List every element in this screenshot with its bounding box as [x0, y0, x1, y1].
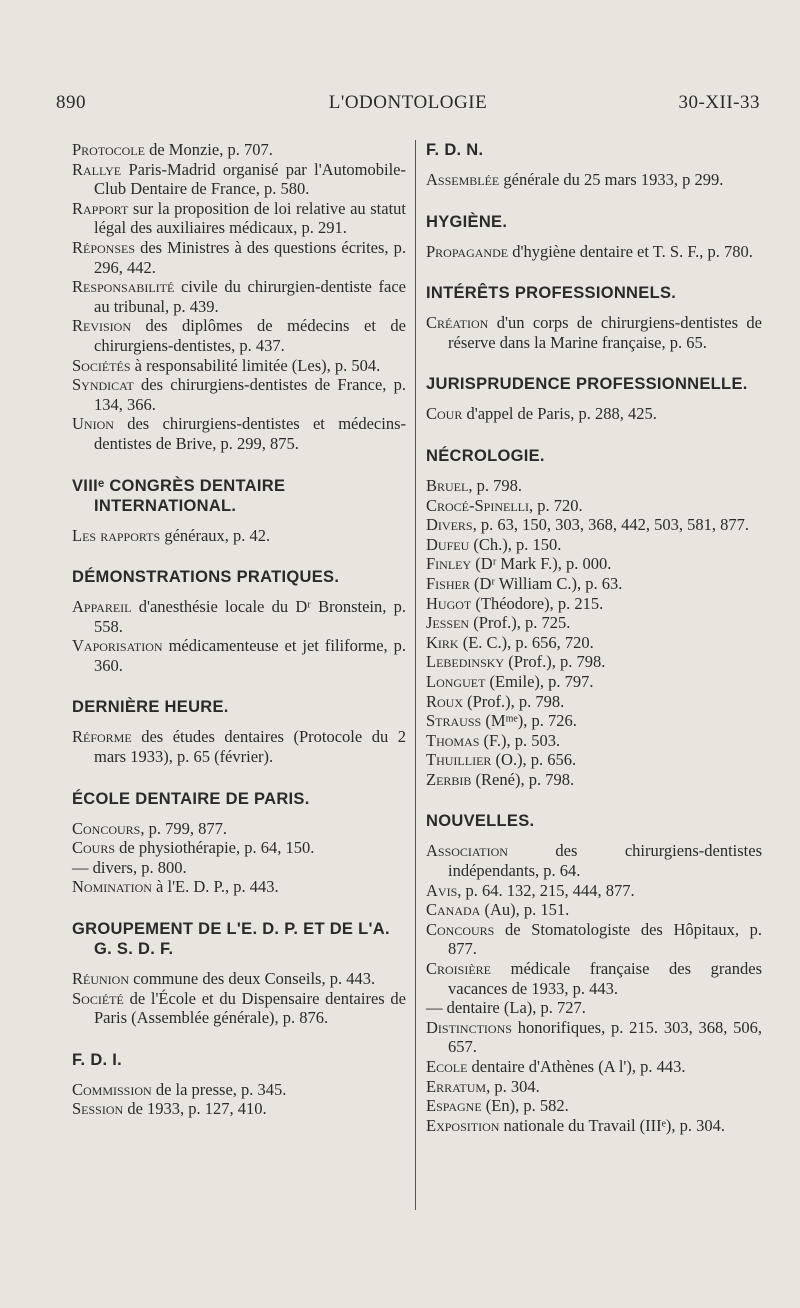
- index-entry: [72, 597, 406, 636]
- entry-text: des Ministres à des questions écrites, p. 296, 442.: [94, 237, 406, 277]
- entry-text: générale du 25 mars 1933, p 299.: [499, 170, 724, 189]
- entry-text: Paris-Madrid organisé par l'Automobile-Club Dentaire de France, p. 580.: [94, 159, 406, 199]
- entry-keyword: Canada: [426, 900, 481, 920]
- entry-keyword: Syndicat: [72, 375, 134, 395]
- index-entry: [426, 515, 762, 535]
- right-column: [426, 140, 762, 1135]
- section-heading-f-d-n: F. D. N.: [426, 141, 484, 159]
- entry-text: , p. 720.: [529, 495, 583, 515]
- entry-text: (Dʳ William C.), p. 63.: [469, 573, 623, 593]
- index-entry: [426, 1077, 762, 1097]
- entry-keyword: Longuet: [426, 671, 486, 691]
- section-heading-demonstrations-pratiques: DÉMONSTRATIONS PRATIQUES.: [72, 568, 340, 587]
- section-heading-hygiene: HYGIÈNE.: [426, 212, 508, 231]
- section-heading-nouvelles: NOUVELLES.: [426, 812, 535, 831]
- entry-text: nationale du Travail (IIIᵉ), p. 304.: [499, 1115, 725, 1135]
- index-entry: [426, 920, 762, 959]
- entry-keyword: Les rapports: [72, 525, 161, 545]
- index-entry: [72, 414, 406, 453]
- entry-text: médicamenteuse et jet filiforme, p. 360.: [94, 636, 406, 675]
- section-gap: [426, 789, 762, 811]
- entry-text: à responsabilité limitée (Les), p. 504.: [130, 355, 381, 375]
- entry-keyword: Session: [72, 1099, 124, 1119]
- entry-text: de Monzie, p. 707.: [144, 140, 273, 159]
- entry-keyword: Finley: [426, 554, 472, 574]
- entry-keyword: Union: [72, 414, 114, 434]
- index-entry: [426, 672, 762, 692]
- entry-keyword: Roux: [426, 691, 464, 711]
- index-entry: [426, 633, 762, 653]
- index-entry: [426, 574, 762, 594]
- entry-keyword: Appareil: [72, 597, 132, 617]
- index-entry: [72, 199, 406, 238]
- entry-keyword: Zerbib: [426, 769, 472, 789]
- section-heading-derniere-heure: DERNIÈRE HEURE.: [72, 698, 229, 717]
- entry-text: , p. 798.: [468, 475, 522, 495]
- entry-keyword: Commission: [72, 1079, 152, 1099]
- heading-gap: [426, 303, 762, 313]
- entry-keyword: Jessen: [426, 613, 470, 633]
- index-entry: [72, 636, 406, 675]
- index-entry: [72, 969, 406, 989]
- heading-gap: [72, 809, 406, 819]
- entry-keyword: Ecole: [426, 1057, 468, 1076]
- entry-text: d'hygiène dentaire et T. S. F., p. 780.: [508, 241, 753, 261]
- entry-text: des diplômes de médecins et de chirurgiens-dentistes, p. 437.: [94, 316, 406, 355]
- index-entry: [72, 819, 406, 839]
- index-entry: [72, 727, 406, 766]
- section-gap: [72, 454, 406, 476]
- running-head: [56, 92, 760, 122]
- entry-text: de la presse, p. 345.: [151, 1079, 287, 1099]
- index-entry: [72, 356, 406, 376]
- entry-keyword: Croisière: [426, 959, 492, 979]
- entry-keyword: Nomination: [72, 877, 152, 897]
- entry-keyword: Strauss: [426, 711, 482, 731]
- entry-keyword: Kirk: [426, 632, 459, 652]
- entry-keyword: Bruel: [426, 475, 469, 495]
- index-entry: [72, 238, 406, 277]
- index-entry: [426, 1096, 762, 1116]
- entry-keyword: Crocé-Spinelli: [426, 495, 530, 515]
- heading-gap: [72, 1070, 406, 1080]
- entry-text: des études dentaires (Protocole du 2 mars 1933), p. 65 (février).: [94, 727, 406, 767]
- section-heading-ecole-dentaire-de-paris: ÉCOLE DENTAIRE DE PARIS.: [72, 789, 310, 808]
- entry-keyword: Protocole: [72, 140, 145, 159]
- entry-keyword: Thomas: [426, 730, 480, 750]
- entry-text: des chirurgiens-dentistes et médecins-dentistes de Brive, p. 299, 875.: [94, 414, 406, 453]
- entry-text: d'appel de Paris, p. 288, 425.: [462, 404, 657, 424]
- entry-text: — divers, p. 800.: [72, 857, 187, 877]
- entry-text: de Stomatologiste des Hôpitaux, p. 877.: [448, 919, 762, 959]
- entry-text: (Théodore), p. 215.: [471, 593, 604, 613]
- heading-gap: [72, 516, 406, 526]
- entry-text: (Au), p. 151.: [480, 900, 570, 920]
- entry-text: (Emile), p. 797.: [485, 671, 594, 691]
- index-entry: [426, 613, 762, 633]
- index-entry: [426, 496, 762, 516]
- entry-text: (Prof.), p. 725.: [469, 613, 571, 633]
- entry-text: , p. 63, 150, 303, 368, 442, 503, 581, 877.: [472, 515, 749, 535]
- index-entry: [426, 594, 762, 614]
- entry-keyword: Association: [426, 841, 508, 861]
- entry-text: sur la proposition de loi relative au statut légal des auxiliaires médicaux, p. 291.: [94, 198, 406, 238]
- entry-keyword: Cour: [426, 404, 463, 424]
- entry-keyword: Concours: [72, 818, 141, 838]
- entry-text: de physiothérapie, p. 64, 150.: [115, 838, 315, 858]
- entry-text: (En), p. 582.: [481, 1096, 569, 1116]
- entry-keyword: Réponses: [72, 237, 136, 257]
- entry-text: civile du chirurgien-dentiste face au tribunal, p. 439.: [94, 277, 406, 316]
- section-gap: [72, 1028, 406, 1050]
- entry-keyword: Dufeu: [426, 534, 470, 554]
- section-heading-viii-congres-dentaire-international: VIIIᵉ CONGRÈS DENTAIRE INTERNATIONAL.: [72, 476, 286, 515]
- entry-text: de l'École et du Dispensaire dentaires de Paris (Assemblée générale), p. 876.: [94, 988, 406, 1028]
- section-gap: [426, 190, 762, 212]
- index-entry: [72, 160, 406, 199]
- index-entry: [426, 692, 762, 712]
- page-number: 890: [56, 92, 86, 113]
- entry-keyword: Hugot: [426, 593, 472, 613]
- entry-keyword: Concours: [426, 919, 495, 939]
- entry-text: de 1933, p. 127, 410.: [123, 1099, 267, 1119]
- index-entry: [426, 313, 762, 352]
- section-gap: [72, 897, 406, 919]
- heading-gap: [426, 160, 762, 170]
- entry-text: des chirurgiens-dentistes de France, p. 134, 366.: [94, 375, 406, 414]
- section-heading-jurisprudence-professionnelle: JURISPRUDENCE PROFESSIONNELLE.: [426, 375, 748, 394]
- index-entry: [72, 316, 406, 355]
- index-entry: [426, 554, 762, 574]
- entry-keyword: Vaporisation: [72, 636, 163, 656]
- index-entry: [426, 711, 762, 731]
- section-gap: [72, 545, 406, 567]
- entry-keyword: Rallye: [72, 159, 122, 179]
- entry-keyword: Divers: [426, 515, 473, 535]
- entry-text: (Prof.), p. 798.: [504, 652, 606, 672]
- heading-gap: [426, 466, 762, 476]
- index-entry: [72, 838, 406, 858]
- section-heading-groupement-de-l-e-d-p-et-de-l-a-g-s-d-f: GROUPEMENT DE L'E. D. P. ET DE L'A. G. S. D. F.: [72, 920, 390, 959]
- entry-text: des chirurgiens-dentistes indépendants, p. 64.: [448, 841, 762, 881]
- section-heading-interets-professionnels: INTÉRÊTS PROFESSIONNELS.: [426, 284, 677, 303]
- index-entry: [426, 1057, 762, 1077]
- index-entry: [426, 959, 762, 998]
- entry-keyword: Responsabilité: [72, 277, 175, 297]
- heading-gap: [72, 587, 406, 597]
- index-entry: [426, 652, 762, 672]
- index-entry: [72, 858, 406, 878]
- index-entry: [426, 242, 762, 262]
- section-gap: [426, 261, 762, 283]
- index-entry: [426, 770, 762, 790]
- index-entry: [426, 998, 762, 1018]
- entry-text: (Mᵐᵉ), p. 726.: [481, 711, 577, 731]
- entry-text: généraux, p. 42.: [160, 525, 271, 545]
- entry-keyword: Erratum: [426, 1076, 487, 1096]
- index-entry: [426, 900, 762, 920]
- entry-text: (O.), p. 656.: [491, 750, 577, 770]
- index-entry: [426, 404, 762, 424]
- entry-text: , p. 799, 877.: [140, 818, 227, 838]
- heading-gap: [426, 394, 762, 404]
- entry-keyword: Fisher: [426, 573, 470, 593]
- section-gap: [72, 767, 406, 789]
- index-entry: [72, 140, 406, 160]
- entry-text: — dentaire (La), p. 727.: [426, 998, 586, 1018]
- index-entry: [72, 1080, 406, 1100]
- index-entry: [426, 1018, 762, 1057]
- entry-text: (Prof.), p. 798.: [463, 691, 565, 711]
- entry-keyword: Espagne: [426, 1096, 482, 1116]
- index-entry: [72, 277, 406, 316]
- journal-title: L'ODONTOLOGIE: [328, 92, 488, 113]
- index-entry: [426, 750, 762, 770]
- index-entry: [72, 989, 406, 1028]
- section-gap: [72, 675, 406, 697]
- entry-text: (Dʳ Mark F.), p. 000.: [471, 554, 612, 574]
- entry-keyword: Thuillier: [426, 750, 492, 770]
- entry-text: (Ch.), p. 150.: [469, 534, 562, 554]
- issue-date: 30-XII-33: [678, 92, 760, 113]
- entry-keyword: Exposition: [426, 1115, 500, 1135]
- entry-text: d'un corps de chirurgiens-dentistes de réserve dans la Marine française, p. 65.: [448, 313, 762, 352]
- entry-text: (E. C.), p. 656, 720.: [458, 632, 594, 652]
- entry-text: d'anesthésie locale du Dʳ Bronstein, p. 558.: [94, 597, 406, 636]
- heading-gap: [72, 717, 406, 727]
- section-heading-necrologie: NÉCROLOGIE.: [426, 446, 545, 465]
- entry-text: honorifiques, p. 215. 303, 368, 506, 657.: [448, 1017, 762, 1057]
- entry-keyword: Sociétés: [72, 355, 131, 375]
- entry-keyword: Cours: [72, 838, 116, 858]
- entry-text: médicale française des grandes vacances de 1933, p. 443.: [448, 959, 762, 998]
- entry-keyword: Réforme: [72, 727, 132, 747]
- heading-gap: [426, 232, 762, 242]
- heading-gap: [426, 831, 762, 841]
- section-heading-f-d-i: F. D. I.: [72, 1050, 123, 1069]
- entry-text: (René), p. 798.: [471, 769, 575, 789]
- entry-keyword: Rapport: [72, 198, 129, 218]
- entry-text: (F.), p. 503.: [479, 730, 561, 750]
- entry-text: , p. 304.: [486, 1076, 540, 1096]
- index-entry: [72, 1099, 406, 1119]
- entry-keyword: Assemblée: [426, 170, 500, 189]
- entry-keyword: Création: [426, 313, 489, 333]
- entry-keyword: Avis: [426, 880, 458, 900]
- entry-text: à l'E. D. P., p. 443.: [151, 877, 279, 897]
- entry-text: dentaire d'Athènes (A l'), p. 443.: [467, 1057, 686, 1076]
- entry-keyword: Lebedinsky: [426, 652, 505, 672]
- index-entry: [426, 476, 762, 496]
- entry-keyword: Revision: [72, 316, 131, 336]
- entry-keyword: Réunion: [72, 969, 129, 989]
- heading-gap: [72, 959, 406, 969]
- index-entry: [72, 877, 406, 897]
- index-entry: [426, 881, 762, 901]
- index-entry: [426, 731, 762, 751]
- section-gap: [426, 424, 762, 446]
- entry-keyword: Distinctions: [426, 1017, 512, 1037]
- index-entry: [426, 1116, 762, 1136]
- entry-keyword: Propagande: [426, 241, 509, 261]
- index-entry: [426, 535, 762, 555]
- entry-text: , p. 64. 132, 215, 444, 877.: [457, 880, 635, 900]
- index-entry: [426, 841, 762, 880]
- entry-keyword: Société: [72, 988, 124, 1008]
- section-gap: [426, 352, 762, 374]
- index-entry: [72, 526, 406, 546]
- entry-text: commune des deux Conseils, p. 443.: [129, 969, 376, 989]
- index-entry: [426, 170, 762, 190]
- left-column: [72, 140, 406, 1119]
- index-entry: [72, 375, 406, 414]
- column-divider: [415, 140, 416, 1210]
